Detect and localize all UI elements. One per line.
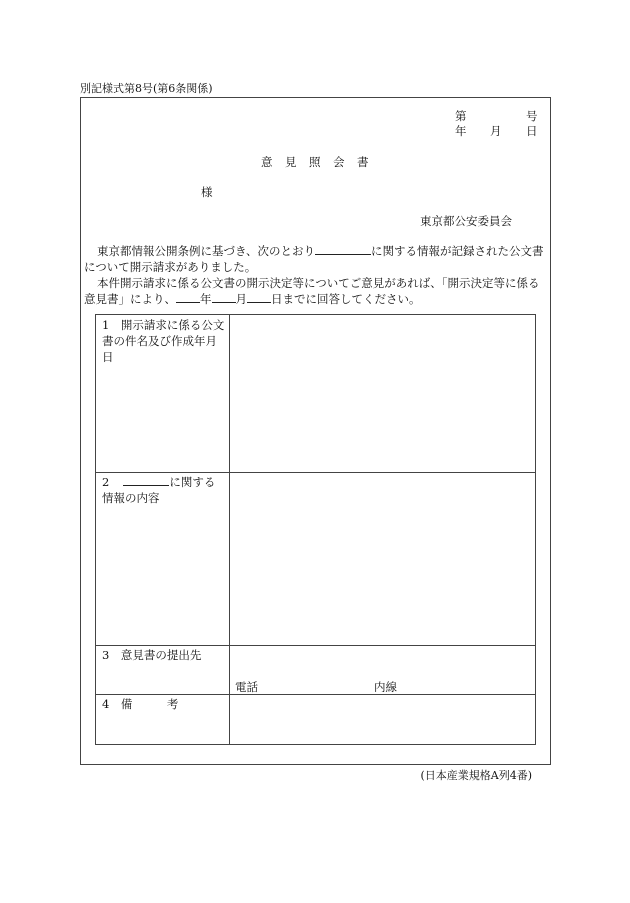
body-line-1-start: 東京都情報公開条例に基づき、次のとおり	[97, 244, 316, 258]
phone-label: 電話	[235, 680, 258, 694]
issuer-name: 東京都公安委員会	[420, 214, 512, 228]
date-month: 月	[490, 124, 502, 138]
reply-day-blank	[247, 291, 271, 303]
row-4-label: 4 備 考	[102, 697, 179, 711]
doc-number-prefix: 第	[455, 109, 467, 123]
body-line-3: 本件開示請求に係る公文書の開示決定等についてご意見があれば、「開示決定等に係る	[97, 276, 540, 290]
table-row-divider-3	[96, 694, 535, 695]
body-line-4	[84, 291, 421, 307]
date-year: 年	[455, 124, 467, 138]
reply-month-label: 月	[235, 292, 247, 306]
body-line-1-end: に関する情報が記録された公文書	[371, 244, 544, 258]
addressee-suffix: 様	[201, 185, 213, 199]
table-column-divider	[229, 315, 230, 744]
row-2-number: 2	[102, 475, 110, 489]
table-row-divider-2	[96, 645, 535, 646]
row-2-label	[102, 474, 226, 506]
table-row-divider-1	[96, 472, 535, 473]
subject-blank	[315, 243, 371, 255]
row-3-label: 3 意見書の提出先	[102, 648, 202, 662]
footer-note: (日本産業規格A列4番)	[420, 769, 532, 782]
body-line-2: について開示請求がありました。	[84, 260, 257, 274]
info-table	[95, 314, 536, 745]
body-line-4-start: 意見書」により、	[84, 292, 176, 306]
date-day: 日	[526, 124, 538, 138]
reply-day-label: 日までに回答してください。	[271, 292, 421, 306]
document-title: 意 見 照 会 書	[261, 155, 369, 169]
reply-month-blank	[212, 291, 236, 303]
row-2-content-label: 情報の内容	[102, 491, 160, 505]
row-2-subject-blank	[123, 474, 169, 486]
form-header: 別記様式第8号(第6条関係)	[80, 82, 213, 95]
body-line-1	[97, 243, 544, 259]
row-2-suffix: に関する	[169, 475, 216, 489]
reply-year-blank	[176, 291, 200, 303]
row-1-label: 1 開示請求に係る公文書の件名及び作成年月日	[102, 318, 225, 364]
doc-number-suffix: 号	[526, 109, 538, 123]
reply-year-label: 年	[200, 292, 212, 306]
extension-label: 内線	[374, 680, 397, 694]
